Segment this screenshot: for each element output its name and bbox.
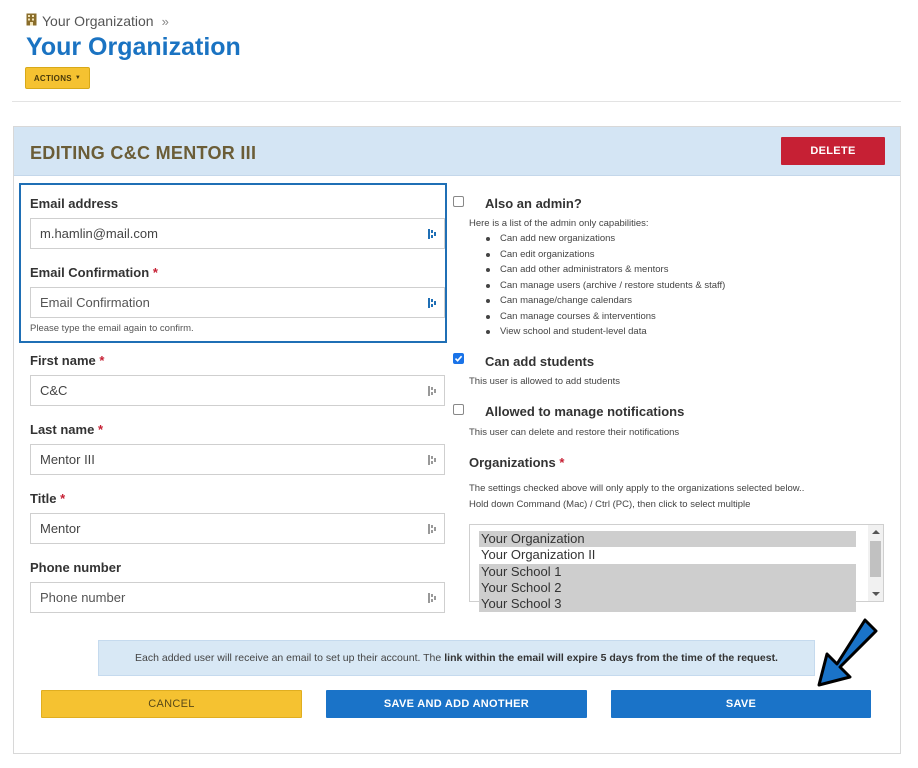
save-button[interactable]: SAVE — [611, 690, 871, 718]
email-label: Email address — [30, 196, 119, 211]
autofill-key-icon[interactable] — [425, 227, 439, 241]
delete-button[interactable]: DELETE — [781, 137, 885, 165]
notifications-help: This user can delete and restore their notifications — [469, 427, 680, 438]
panel-title: EDITING C&C MENTOR III — [30, 143, 257, 163]
email-field[interactable] — [30, 218, 445, 249]
list-item: Can manage courses & interventions — [486, 309, 725, 325]
email-value: m.hamlin@mail.com — [40, 226, 158, 241]
scroll-down-icon[interactable] — [872, 592, 880, 596]
organizations-label: Organizations * — [469, 455, 565, 470]
autofill-key-icon[interactable] — [425, 522, 439, 536]
phone-label: Phone number — [30, 560, 122, 575]
phone-field[interactable] — [30, 582, 445, 613]
scroll-up-icon[interactable] — [872, 530, 880, 534]
email-expiry-notice — [98, 640, 815, 676]
pointer-arrow-icon — [815, 617, 879, 689]
autofill-key-icon[interactable] — [425, 591, 439, 605]
admin-intro: Here is a list of the admin only capabilities: — [469, 218, 649, 229]
panel-header — [14, 127, 900, 176]
autofill-key-icon[interactable] — [425, 453, 439, 467]
list-item: Can edit organizations — [486, 247, 725, 263]
checkmark-icon — [454, 354, 463, 363]
last-name-value: Mentor III — [40, 452, 95, 467]
building-icon — [26, 13, 37, 29]
actions-button[interactable] — [25, 67, 90, 89]
breadcrumb — [26, 13, 169, 29]
add-students-label: Can add students — [485, 354, 595, 369]
autofill-key-icon[interactable] — [425, 384, 439, 398]
organizations-help-2: Hold down Command (Mac) / Ctrl (PC), then click to select multiple — [469, 499, 751, 510]
caret-down-icon: ▼ — [74, 75, 82, 81]
breadcrumb-separator: » — [161, 13, 169, 29]
save-and-add-another-button[interactable]: SAVE AND ADD ANOTHER — [326, 690, 587, 718]
title-label: Title * — [30, 491, 66, 506]
add-students-help: This user is allowed to add students — [469, 376, 621, 387]
org-option[interactable]: Your Organization — [479, 531, 856, 547]
admin-checkbox[interactable] — [453, 196, 464, 207]
notifications-checkbox[interactable] — [453, 404, 464, 415]
admin-label: Also an admin? — [485, 196, 582, 211]
actions-label: ACTIONS — [33, 73, 72, 83]
cancel-button[interactable]: CANCEL — [41, 690, 302, 718]
admin-capabilities-list — [486, 231, 725, 340]
list-item: Can manage users (archive / restore students & staff) — [486, 278, 725, 294]
email-confirm-placeholder: Email Confirmation — [40, 295, 150, 310]
notifications-label: Allowed to manage notifications — [485, 404, 685, 419]
first-name-value: C&C — [40, 383, 68, 398]
page-title: Your Organization — [26, 33, 241, 61]
scroll-thumb[interactable] — [870, 541, 881, 577]
email-confirm-field[interactable] — [30, 287, 445, 318]
list-item: Can manage/change calendars — [486, 293, 725, 309]
notice-bold-text: link within the email will expire 5 days from the time of the request. — [444, 652, 778, 664]
list-item: Can add other administrators & mentors — [486, 262, 725, 278]
last-name-field[interactable] — [30, 444, 445, 475]
breadcrumb-item[interactable]: Your Organization — [42, 13, 154, 29]
first-name-label: First name * — [30, 353, 105, 368]
phone-placeholder: Phone number — [40, 590, 126, 605]
list-item: View school and student-level data — [486, 324, 725, 340]
add-students-checkbox[interactable] — [453, 353, 464, 364]
organizations-multiselect[interactable] — [469, 524, 884, 611]
list-item: Can add new organizations — [486, 231, 725, 247]
autofill-key-icon[interactable] — [425, 296, 439, 310]
title-field[interactable] — [30, 513, 445, 544]
divider — [12, 101, 901, 102]
organizations-help-1: The settings checked above will only apply to the organizations selected below.. — [469, 483, 805, 494]
title-value: Mentor — [40, 521, 81, 536]
list-scrollbar[interactable] — [868, 525, 883, 601]
notice-text: Each added user will receive an email to set up their account. The — [135, 652, 442, 664]
email-confirm-help: Please type the email again to confirm. — [30, 323, 194, 334]
org-option[interactable]: Your School 1 — [479, 564, 856, 580]
first-name-field[interactable] — [30, 375, 445, 406]
last-name-label: Last name * — [30, 422, 103, 437]
org-option[interactable]: Your Organization II — [481, 547, 596, 562]
email-confirm-label: Email Confirmation * — [30, 265, 158, 280]
org-option[interactable]: Your School 2 — [479, 580, 856, 596]
org-option[interactable]: Your School 3 — [479, 596, 856, 612]
